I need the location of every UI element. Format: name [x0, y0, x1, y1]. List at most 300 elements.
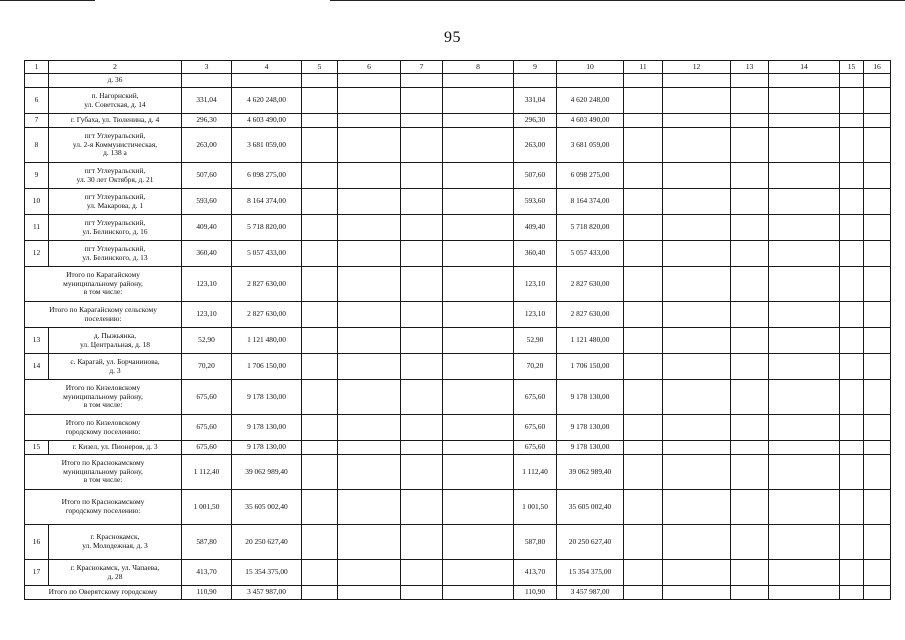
total-row — [25, 380, 891, 415]
empty-cell-col-6 — [338, 114, 401, 128]
cell-line: Итого по Кизеловскому — [65, 383, 141, 393]
cost-value: 15 354 375,00 — [557, 560, 624, 586]
cell-line: ул. Белинского, д. 13 — [82, 252, 148, 262]
empty-cell-col-14 — [769, 88, 840, 114]
empty-cell-col-6 — [338, 215, 401, 241]
cell-line: д. 36 — [107, 75, 123, 85]
column-header-10: 10 — [557, 61, 624, 74]
cell-line: д. 138 а — [103, 148, 127, 158]
area-value: 1 112,40 — [182, 455, 232, 490]
empty-cell-col-6 — [338, 455, 401, 490]
cell-line: ул. Центральная, д. 18 — [80, 339, 150, 349]
empty-cell-col-7 — [401, 354, 443, 380]
empty-cell-col-11 — [624, 267, 663, 302]
empty-cell-col-16 — [864, 163, 891, 189]
column-header-9: 9 — [514, 61, 557, 74]
empty-cell-col-7 — [401, 586, 443, 600]
empty-cell-col-5 — [302, 441, 338, 455]
empty-cell-col-13 — [731, 241, 769, 267]
empty-cell-col-16 — [864, 441, 891, 455]
empty-cell-col-14 — [769, 560, 840, 586]
cost-value: 9 178 130,00 — [232, 415, 302, 441]
empty-cell-col-15 — [840, 215, 864, 241]
empty-cell-col-8 — [443, 88, 514, 114]
area-value: 1 001,50 — [514, 490, 557, 525]
empty-cell-col-16 — [864, 490, 891, 525]
area-value: 1 001,50 — [182, 490, 232, 525]
column-header-11: 11 — [624, 61, 663, 74]
total-label — [25, 302, 182, 328]
empty-cell-col-7 — [401, 128, 443, 163]
area-value: 593,60 — [182, 189, 232, 215]
cell-line: пгт Углеуральский, — [84, 243, 146, 253]
area-value: 123,10 — [182, 267, 232, 302]
area-value: 675,60 — [182, 441, 232, 455]
empty-cell-col-13 — [731, 455, 769, 490]
empty-cell-col-7 — [401, 380, 443, 415]
cell-line: Итого по Кизеловскому — [65, 417, 141, 427]
cost-value: 35 605 002,40 — [232, 490, 302, 525]
cell-line: Итого по Оверятскому городскому — [48, 587, 158, 597]
empty-cell-col-12 — [663, 354, 731, 380]
empty-cell-col-14 — [769, 380, 840, 415]
empty-cell-col-8 — [443, 114, 514, 128]
empty-cell-col-14 — [769, 328, 840, 354]
empty-cell-col-7 — [401, 241, 443, 267]
empty-cell-col-8 — [443, 302, 514, 328]
total-label — [25, 586, 182, 600]
cost-value: 6 098 275,00 — [557, 163, 624, 189]
empty-cell-col-6 — [338, 380, 401, 415]
address-cell — [49, 189, 182, 215]
cost-value: 35 605 002,40 — [557, 490, 624, 525]
empty-cell-col-5 — [302, 241, 338, 267]
empty-cell-col-15 — [840, 114, 864, 128]
empty-cell-col-5 — [302, 114, 338, 128]
cell-line: д. 3 — [109, 365, 121, 375]
empty-cell-col-14 — [769, 128, 840, 163]
empty-cell-col-16 — [864, 380, 891, 415]
cell-line: г. Краснокамск, — [90, 532, 140, 542]
empty-cell-col-8 — [443, 267, 514, 302]
empty-cell-col-13 — [731, 189, 769, 215]
empty-cell-col-5 — [302, 328, 338, 354]
address-cell — [49, 328, 182, 354]
cost-value: 20 250 627,40 — [557, 525, 624, 560]
area-value: 587,80 — [514, 525, 557, 560]
table-body — [25, 61, 891, 600]
cost-value: 3 681 059,00 — [232, 128, 302, 163]
empty-cell-col-6 — [338, 163, 401, 189]
area-value: 110,90 — [514, 586, 557, 600]
cost-value: 4 620 248,00 — [557, 88, 624, 114]
empty-cell-col-5 — [302, 74, 338, 88]
empty-cell-col-11 — [624, 560, 663, 586]
empty-cell-col-11 — [624, 328, 663, 354]
cell-line: п. Нагорнский, — [91, 90, 139, 100]
area-value: 331,04 — [182, 88, 232, 114]
empty-cell-col-13 — [731, 267, 769, 302]
empty-cell-col-14 — [769, 241, 840, 267]
cost-value: 9 178 130,00 — [232, 441, 302, 455]
area-value: 296,30 — [514, 114, 557, 128]
cell-line: поселению: — [84, 313, 122, 323]
empty-cell-col-8 — [443, 380, 514, 415]
empty-cell-col-8 — [443, 586, 514, 600]
empty-cell-col-12 — [663, 560, 731, 586]
column-header-13: 13 — [731, 61, 769, 74]
row-number: 8 — [25, 128, 49, 163]
empty-cell-col-13 — [731, 490, 769, 525]
empty-cell-col-16 — [864, 455, 891, 490]
cell-line: пгт Углеуральский, — [84, 165, 146, 175]
empty-cell-col-12 — [663, 88, 731, 114]
total-row — [25, 455, 891, 490]
cell-line: г. Краснокамск, ул. Чапаева, — [70, 562, 160, 572]
page-top-rule — [0, 0, 95, 1]
column-header-14: 14 — [769, 61, 840, 74]
cell-line: Итого по Карагайскому сельскому — [49, 304, 157, 314]
empty-cell-col-15 — [840, 441, 864, 455]
area-value: 675,60 — [514, 380, 557, 415]
empty-cell-col-12 — [663, 215, 731, 241]
empty-cell-col-16 — [864, 189, 891, 215]
empty-cell-col-7 — [401, 525, 443, 560]
empty-cell-col-8 — [443, 328, 514, 354]
cell-line: муниципальному району, — [63, 391, 143, 401]
total-label — [25, 380, 182, 415]
empty-cell-col-6 — [338, 267, 401, 302]
empty-cell-col-11 — [624, 74, 663, 88]
cost-value: 4 620 248,00 — [232, 88, 302, 114]
empty-cell-col-15 — [840, 455, 864, 490]
cost-value: 20 250 627,40 — [232, 525, 302, 560]
table-row — [25, 354, 891, 380]
column-header-3: 3 — [182, 61, 232, 74]
cost-value: 1 706 150,00 — [232, 354, 302, 380]
empty-cell-col-5 — [302, 415, 338, 441]
empty-cell-col-13 — [731, 328, 769, 354]
empty-cell-col-7 — [401, 560, 443, 586]
empty-cell-col-15 — [840, 88, 864, 114]
row-number: 6 — [25, 88, 49, 114]
cost-value: 1 121 480,00 — [557, 328, 624, 354]
empty-cell-col-11 — [624, 241, 663, 267]
area-value — [514, 74, 557, 88]
empty-cell-col-6 — [338, 490, 401, 525]
empty-cell-col-13 — [731, 88, 769, 114]
address-cell — [49, 441, 182, 455]
column-header-12: 12 — [663, 61, 731, 74]
area-value: 409,40 — [514, 215, 557, 241]
cost-value: 15 354 375,00 — [232, 560, 302, 586]
empty-cell-col-11 — [624, 88, 663, 114]
empty-cell-col-15 — [840, 189, 864, 215]
empty-cell-col-11 — [624, 490, 663, 525]
empty-cell-col-11 — [624, 189, 663, 215]
cost-value: 2 827 630,00 — [557, 267, 624, 302]
empty-cell-col-16 — [864, 114, 891, 128]
table-row — [25, 215, 891, 241]
empty-cell-col-13 — [731, 354, 769, 380]
empty-cell-col-12 — [663, 415, 731, 441]
empty-cell-col-5 — [302, 455, 338, 490]
empty-cell-col-12 — [663, 74, 731, 88]
column-header-2: 2 — [49, 61, 182, 74]
empty-cell-col-12 — [663, 586, 731, 600]
cost-value: 5 057 433,00 — [557, 241, 624, 267]
cell-line: д. Пыжьянка, — [93, 330, 137, 340]
empty-cell-col-11 — [624, 215, 663, 241]
total-row — [25, 415, 891, 441]
area-value: 70,20 — [514, 354, 557, 380]
cost-value: 4 603 490,00 — [557, 114, 624, 128]
table-row — [25, 525, 891, 560]
total-label — [25, 415, 182, 441]
cost-value: 2 827 630,00 — [557, 302, 624, 328]
empty-cell-col-12 — [663, 328, 731, 354]
cost-value: 9 178 130,00 — [557, 380, 624, 415]
empty-cell-col-15 — [840, 586, 864, 600]
area-value: 675,60 — [514, 441, 557, 455]
empty-cell-col-11 — [624, 302, 663, 328]
empty-cell-col-15 — [840, 560, 864, 586]
area-value: 507,60 — [182, 163, 232, 189]
empty-cell-col-7 — [401, 441, 443, 455]
empty-cell-col-5 — [302, 189, 338, 215]
empty-cell-col-12 — [663, 241, 731, 267]
cost-value — [232, 74, 302, 88]
empty-cell-col-13 — [731, 586, 769, 600]
empty-cell-col-12 — [663, 163, 731, 189]
empty-cell-col-15 — [840, 74, 864, 88]
table-row — [25, 163, 891, 189]
empty-cell-col-16 — [864, 128, 891, 163]
empty-cell-col-16 — [864, 302, 891, 328]
empty-cell-col-7 — [401, 490, 443, 525]
empty-cell-col-16 — [864, 560, 891, 586]
empty-cell-col-6 — [338, 88, 401, 114]
area-value: 331,04 — [514, 88, 557, 114]
area-value: 587,80 — [182, 525, 232, 560]
address-cell — [49, 114, 182, 128]
empty-cell-col-5 — [302, 88, 338, 114]
row-number: 11 — [25, 215, 49, 241]
empty-cell-col-12 — [663, 490, 731, 525]
address-cell — [49, 88, 182, 114]
empty-cell-col-11 — [624, 586, 663, 600]
total-row — [25, 490, 891, 525]
page-top-rule — [330, 0, 905, 1]
cost-value: 8 164 374,00 — [557, 189, 624, 215]
cost-value: 1 121 480,00 — [232, 328, 302, 354]
cost-value: 4 603 490,00 — [232, 114, 302, 128]
empty-cell-col-7 — [401, 215, 443, 241]
empty-cell-col-12 — [663, 455, 731, 490]
column-header-16: 16 — [864, 61, 891, 74]
area-value: 123,10 — [182, 302, 232, 328]
empty-cell-col-6 — [338, 189, 401, 215]
empty-cell-col-13 — [731, 380, 769, 415]
empty-cell-col-8 — [443, 560, 514, 586]
column-header-1: 1 — [25, 61, 49, 74]
empty-cell-col-14 — [769, 586, 840, 600]
cell-line: муниципальному району, — [63, 278, 143, 288]
page-number: 95 — [444, 29, 461, 46]
address-cell — [49, 128, 182, 163]
row-number: 15 — [25, 441, 49, 455]
empty-cell-col-16 — [864, 586, 891, 600]
empty-cell-col-6 — [338, 241, 401, 267]
empty-cell-col-8 — [443, 215, 514, 241]
column-header-4: 4 — [232, 61, 302, 74]
empty-cell-col-5 — [302, 490, 338, 525]
empty-cell-col-12 — [663, 189, 731, 215]
address-cell — [49, 163, 182, 189]
area-value: 70,20 — [182, 354, 232, 380]
cost-value: 5 718 820,00 — [232, 215, 302, 241]
table-row — [25, 560, 891, 586]
area-value: 1 112,40 — [514, 455, 557, 490]
cell-line: пгт Углеуральский, — [84, 131, 146, 141]
empty-cell-col-15 — [840, 380, 864, 415]
table-row — [25, 328, 891, 354]
row-number: 16 — [25, 525, 49, 560]
empty-cell-col-7 — [401, 267, 443, 302]
row-number: 14 — [25, 354, 49, 380]
empty-cell-col-7 — [401, 302, 443, 328]
address-cell — [49, 525, 182, 560]
empty-cell-col-15 — [840, 354, 864, 380]
cost-value: 9 178 130,00 — [232, 380, 302, 415]
cell-line: с. Карагай, ул. Борчанинова, — [70, 356, 160, 366]
empty-cell-col-16 — [864, 215, 891, 241]
empty-cell-col-5 — [302, 380, 338, 415]
empty-cell-col-11 — [624, 415, 663, 441]
empty-cell-col-6 — [338, 354, 401, 380]
empty-cell-col-8 — [443, 163, 514, 189]
cost-value: 5 718 820,00 — [557, 215, 624, 241]
address-cell — [49, 354, 182, 380]
cost-value: 6 098 275,00 — [232, 163, 302, 189]
empty-cell-col-7 — [401, 455, 443, 490]
total-row — [25, 267, 891, 302]
area-value: 52,90 — [182, 328, 232, 354]
area-value: 52,90 — [514, 328, 557, 354]
empty-cell-col-14 — [769, 267, 840, 302]
empty-cell-col-13 — [731, 415, 769, 441]
empty-cell-col-7 — [401, 114, 443, 128]
total-row — [25, 586, 891, 600]
cell-line: муниципальному району, — [63, 466, 143, 476]
empty-cell-col-13 — [731, 128, 769, 163]
empty-cell-col-15 — [840, 267, 864, 302]
area-value: 360,40 — [514, 241, 557, 267]
empty-cell-col-13 — [731, 114, 769, 128]
area-value: 123,10 — [514, 302, 557, 328]
empty-cell-col-6 — [338, 441, 401, 455]
empty-cell-col-16 — [864, 241, 891, 267]
empty-cell-col-12 — [663, 525, 731, 560]
table-row — [25, 241, 891, 267]
empty-cell-col-5 — [302, 525, 338, 560]
area-value — [182, 74, 232, 88]
empty-cell-col-6 — [338, 586, 401, 600]
total-row — [25, 302, 891, 328]
empty-cell-col-5 — [302, 302, 338, 328]
address-cell — [49, 74, 182, 88]
column-header-5: 5 — [302, 61, 338, 74]
row-number: 12 — [25, 241, 49, 267]
cell-line: Итого по Краснокамскому — [61, 497, 145, 507]
cell-line: в том числе: — [83, 475, 123, 485]
empty-cell-col-12 — [663, 380, 731, 415]
cell-line: г. Губаха, ул. Тюленина, д. 4 — [70, 115, 160, 125]
empty-cell-col-12 — [663, 302, 731, 328]
cell-line: пгт Углеуральский, — [84, 191, 146, 201]
empty-cell-col-14 — [769, 302, 840, 328]
cell-line: Итого по Карагайскому — [66, 270, 140, 280]
cost-value: 3 457 987,00 — [557, 586, 624, 600]
cell-line: ул. Советская, д. 14 — [84, 99, 146, 109]
empty-cell-col-11 — [624, 163, 663, 189]
empty-cell-col-16 — [864, 88, 891, 114]
area-value: 507,60 — [514, 163, 557, 189]
area-value: 593,60 — [514, 189, 557, 215]
cost-value: 9 178 130,00 — [557, 415, 624, 441]
empty-cell-col-7 — [401, 74, 443, 88]
cost-value: 3 457 987,00 — [232, 586, 302, 600]
empty-cell-col-14 — [769, 114, 840, 128]
table-row — [25, 189, 891, 215]
cost-value: 2 827 630,00 — [232, 302, 302, 328]
address-cell — [49, 560, 182, 586]
cell-line: ул. 30 лет Октября, д. 21 — [76, 174, 154, 184]
empty-cell-col-13 — [731, 525, 769, 560]
row-number — [25, 74, 49, 88]
empty-cell-col-14 — [769, 215, 840, 241]
table-row — [25, 128, 891, 163]
empty-cell-col-5 — [302, 354, 338, 380]
area-value: 123,10 — [514, 267, 557, 302]
empty-cell-col-5 — [302, 560, 338, 586]
empty-cell-col-8 — [443, 415, 514, 441]
empty-cell-col-16 — [864, 415, 891, 441]
column-header-6: 6 — [338, 61, 401, 74]
empty-cell-col-13 — [731, 560, 769, 586]
area-value: 263,00 — [182, 128, 232, 163]
address-cell — [49, 241, 182, 267]
empty-cell-col-7 — [401, 189, 443, 215]
area-value: 263,00 — [514, 128, 557, 163]
empty-cell-col-15 — [840, 415, 864, 441]
cell-line: в том числе: — [83, 400, 123, 410]
column-header-row — [25, 61, 891, 74]
empty-cell-col-11 — [624, 380, 663, 415]
empty-cell-col-11 — [624, 455, 663, 490]
area-value: 409,40 — [182, 215, 232, 241]
table-row — [25, 74, 891, 88]
cost-value: 39 062 989,40 — [232, 455, 302, 490]
empty-cell-col-5 — [302, 586, 338, 600]
empty-cell-col-8 — [443, 74, 514, 88]
cost-value: 1 706 150,00 — [557, 354, 624, 380]
empty-cell-col-15 — [840, 128, 864, 163]
cell-line: д. 28 — [107, 571, 123, 581]
empty-cell-col-8 — [443, 189, 514, 215]
empty-cell-col-14 — [769, 354, 840, 380]
cost-value: 8 164 374,00 — [232, 189, 302, 215]
